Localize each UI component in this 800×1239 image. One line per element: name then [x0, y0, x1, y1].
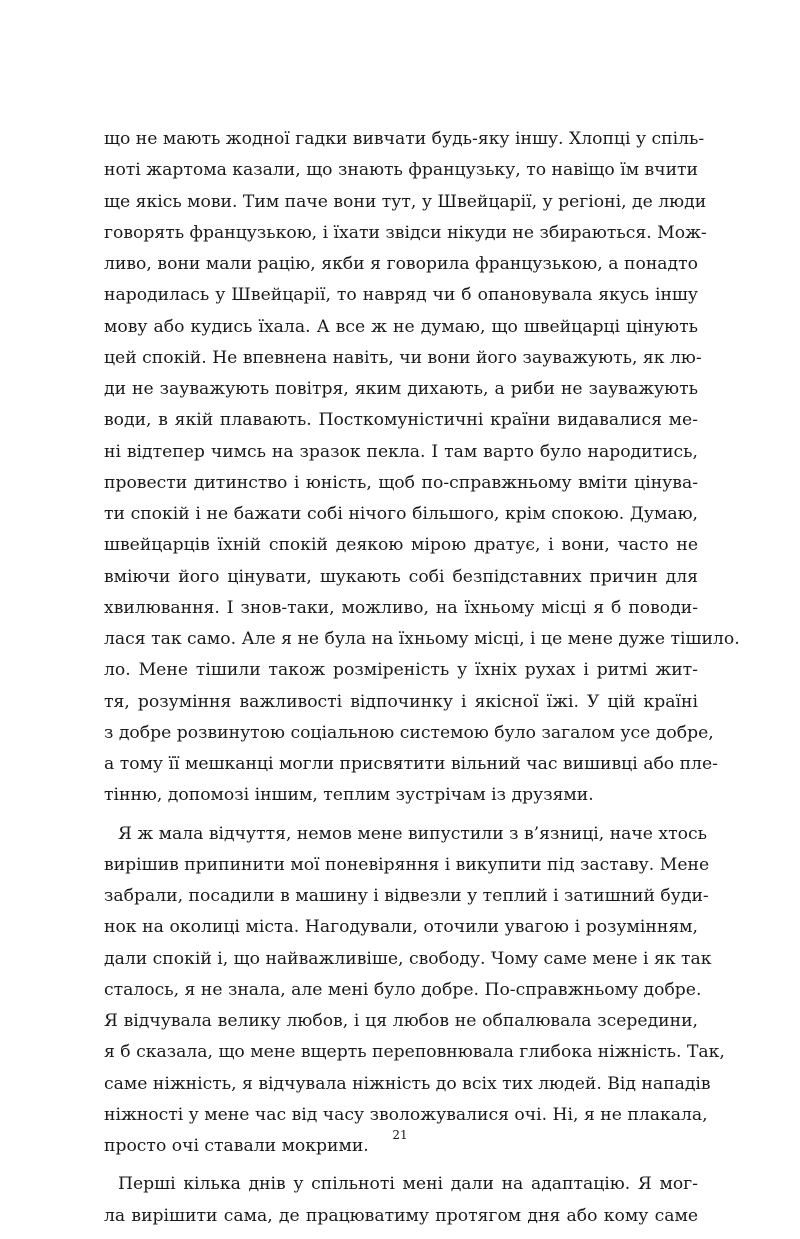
text-line: тя, розуміння важливості відпочинку і якісної їжі. У цій країні: [104, 691, 698, 712]
page-number: 21: [392, 1128, 408, 1142]
text-line: нок на околиці міста. Нагодували, оточили увагою і розумінням,: [104, 917, 698, 938]
text-line: хвилювання. І знов-таки, можливо, на їхньому місці я б поводи-: [104, 597, 698, 618]
text-line: ливо, вони мали рацію, якби я говорила французькою, а понадто: [104, 254, 698, 274]
text-line: тінню, допомозі іншим, теплим зустрічам із друзями.: [104, 785, 594, 806]
paragraph-3: [104, 1169, 698, 1232]
text-line: цей спокій. Не впевнена навіть, чи вони його зауважують, як лю-: [104, 347, 702, 368]
text-line: що не мають жодної гадки вивчати будь-яку іншу. Хлопці у спіль-: [104, 129, 705, 149]
text-line: ніжності у мене час від часу зволожувалися очі. Ні, я не плакала,: [104, 1104, 708, 1125]
text-line: саме ніжність, я відчувала ніжність до всіх тих людей. Від нападів: [104, 1073, 711, 1094]
text-line: ноті жартома казали, що знають французьку, то навіщо їм вчити: [104, 160, 698, 181]
text-line: просто очі ставали мокрими.: [104, 1136, 369, 1156]
text-line: мову або кудись їхала. А все ж не думаю, що швейцарці цінують: [104, 316, 698, 337]
text-line: вирішив припинити мої поневіряння і викупити під заставу. Мене: [104, 854, 710, 875]
text-line: Перші кілька днів у спільноті мені дали на адаптацію. Я мог-: [118, 1174, 698, 1195]
paragraph-2: [104, 819, 725, 1163]
text-line: ще якісь мови. Тим паче вони тут, у Швейцарії, у регіоні, де люди: [104, 191, 707, 212]
text-line: я б сказала, що мене вщерть переповнювала глибока ніжність. Так,: [104, 1042, 725, 1063]
text-line: ти спокій і не бажати собі нічого більшого, крім спокою. Думаю,: [104, 504, 698, 524]
text-line: швейцарців їхній спокій деякою мірою дратує, і вони, часто не: [104, 535, 698, 556]
paragraph-1: [104, 124, 740, 812]
text-line: а тому її мешканці могли присвятити вільний час вишивці або пле-: [104, 754, 718, 774]
text-line: Я ж мала відчуття, немов мене випустили з в’язниці, наче хтось: [118, 823, 707, 844]
text-line: лася так само. Але я не була на їхньому місці, і це мене дуже тішило.: [104, 629, 740, 649]
text-line: провести дитинство і юність, щоб по-справжньому вміти цінува-: [104, 472, 698, 493]
text-line: ди не зауважують повітря, яким дихають, а риби не зауважують: [104, 379, 698, 399]
text-line: води, в якій плавають. Посткомуністичні країни видавалися ме-: [104, 410, 698, 431]
text-line: з добре розвинутою соціальною системою було загалом усе добре,: [104, 722, 714, 743]
body-text: [104, 124, 740, 1239]
text-line: сталось, я не знала, але мені було добре. По-справжньому добре.: [104, 979, 702, 1000]
text-line: ла вирішити сама, де працюватиму протягом дня або кому саме: [104, 1205, 698, 1226]
text-line: народилась у Швейцарії, то навряд чи б опановувала якусь іншу: [104, 285, 698, 306]
text-line: ло. Мене тішили також розміреність у їхніх рухах і ритмі жит-: [104, 660, 698, 681]
text-line: ні відтепер чимсь на зразок пекла. І там варто було народитись,: [104, 441, 698, 462]
text-line: вміючи його цінувати, шукають собі безпідставних причин для: [104, 566, 698, 587]
text-line: Я відчувала велику любов, і ця любов не обпалювала зсередини,: [104, 1011, 698, 1031]
text-line: говорять французькою, і їхати звідси нікуди не збираються. Мож-: [104, 222, 707, 243]
text-line: забрали, посадили в машину і відвезли у теплий і затишний буди-: [104, 886, 709, 906]
text-line: дали спокій і, що найважливіше, свободу. Чому саме мене і як так: [104, 948, 712, 969]
